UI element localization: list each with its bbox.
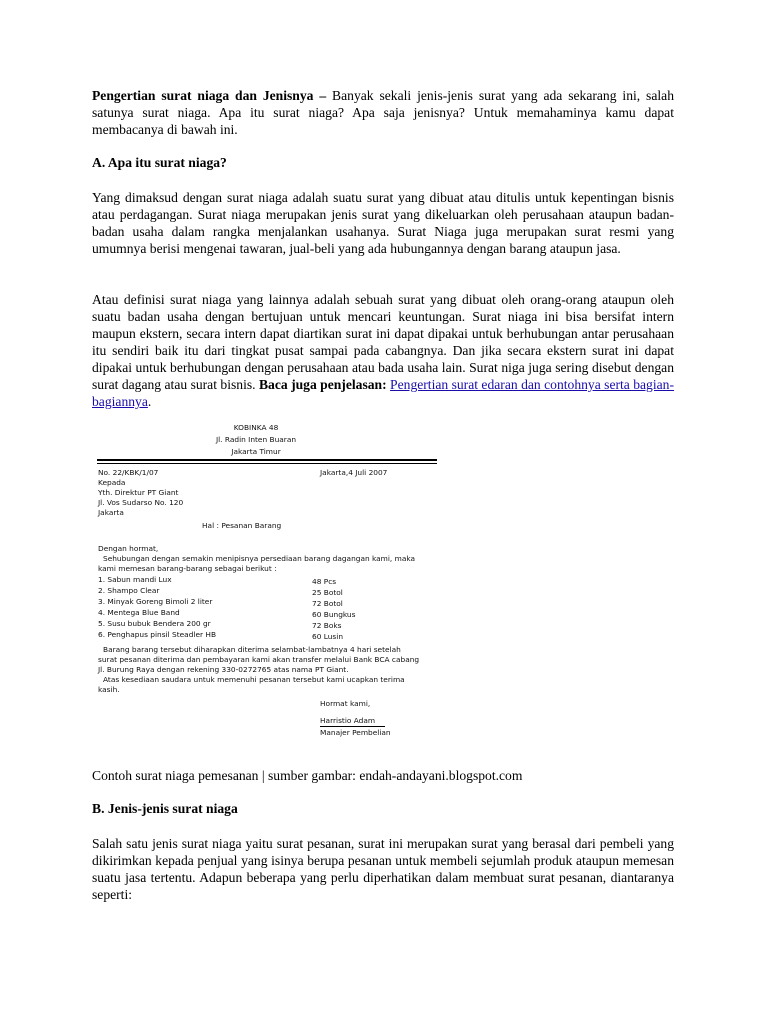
- example-letter-image: [95, 420, 440, 742]
- letter-position: Manajer Pembelian: [320, 728, 391, 737]
- section-a-heading: A. Apa itu surat niaga?: [92, 155, 227, 170]
- paragraph-end: .: [147, 394, 152, 409]
- letter-close-3: Jl. Burung Raya dengan rekening 330-0272765 atas nama PT Giant.: [98, 665, 349, 674]
- letter-item-qty: 72 Boks: [312, 621, 342, 630]
- letter-date: Jakarta,4 Juli 2007: [320, 468, 388, 477]
- letter-body-2: kami memesan barang-barang sebagai berikut :: [98, 564, 277, 573]
- letter-header-rule-thin: [97, 463, 437, 464]
- letter-item-qty: 60 Lusin: [312, 632, 344, 641]
- letter-close-4: Atas kesediaan saudara untuk memenuhi pesanan tersebut kami ucapkan terima: [103, 675, 405, 684]
- section-b-paragraph-1: Salah satu jenis surat niaga yaitu surat pesanan, surat ini merupakan surat yang berasal dari pembeli yang dikirimkan kepada penjual yang isinya berupa pesanan untuk membeli sejumlah produk ataupun memesan suatu jasa tertentu. Adapun beberapa yang perlu diperhatikan dalam membuat surat pesanan, diantaranya seperti:: [92, 836, 674, 902]
- letter-subject: Hal : Pesanan Barang: [202, 521, 282, 530]
- letter-to-3: Jl. Vos Sudarso No. 120: [98, 498, 184, 507]
- letter-close-5: kasih.: [98, 685, 120, 694]
- letter-item-qty: 60 Bungkus: [312, 610, 356, 619]
- letter-item-qty: 25 Botol: [312, 588, 343, 597]
- section-a-paragraph-2: [92, 291, 674, 410]
- letter-signer: Harristio Adam: [320, 716, 385, 727]
- letter-item-name: 1. Sabun mandi Lux: [98, 575, 172, 584]
- letter-item-qty: 72 Botol: [312, 599, 343, 608]
- letter-header-rule: [97, 459, 437, 461]
- section-a-paragraph-1: Yang dimaksud dengan surat niaga adalah suatu surat yang dibuat atau ditulis untuk kepentingan bisnis atau perdagangan. Surat niaga merupakan jenis surat yang dikeluarkan oleh perusahaan ataupun badan-badan usaha dalam rangka menjalankan usahanya. Surat Niaga juga merupakan surat resmi yang umumnya berisi mengenai tawaran, jual-beli yang ada hubungannya dengan barang ataupun jasa.: [92, 190, 674, 256]
- letter-item-name: 2. Shampo Clear: [98, 586, 160, 595]
- letter-number: No. 22/KBK/1/07: [98, 468, 159, 477]
- letter-org: KOBINKA 48: [233, 423, 279, 432]
- section-a-paragraph-2-text: Atau definisi surat niaga yang lainnya adalah sebuah surat yang dibuat oleh orang-orang ataupun oleh suatu badan usaha dengan bertujuan untuk mencari keuntungan. Surat niaga ini bisa bersifat intern maupun ekstern, secara intern dapat diartikan surat ini dapat dipakai untuk berhubungan antar perusahaan itu sendiri baik itu dari tingkat pusat sampai pada cabangnya. Dan jika secara ekstern surat ini dapat dipakai untuk berhubungan dengan perusahaan atau bada usaha lain. Surat niga juga sering disebut dengan surat dagang atau surat bisnis.: [92, 292, 674, 392]
- related-article-link[interactable]: Pengertian surat edaran dan contohnya serta bagian-bagiannya: [92, 377, 674, 409]
- letter-item-name: 3. Minyak Goreng Bimoli 2 liter: [98, 597, 213, 606]
- letter-item-qty: 48 Pcs: [312, 577, 337, 586]
- letter-close-2: surat pesanan diterima dan pembayaran kami akan transfer melalui Bank BCA cabang: [98, 655, 420, 664]
- intro-title: Pengertian surat niaga dan Jenisnya –: [92, 88, 327, 103]
- letter-to-4: Jakarta: [98, 508, 124, 517]
- letter-to-2: Yth. Direktur PT Giant: [98, 488, 179, 497]
- letter-item-name: 4. Mentega Blue Band: [98, 608, 180, 617]
- intro-paragraph: [92, 87, 674, 138]
- intro-text: Banyak sekali jenis-jenis surat yang ada sekarang ini, salah satunya surat niaga. Apa itu surat niaga? Apa saja jenisnya? Untuk memahaminya kamu dapat membacanya di bawah ini.: [92, 88, 674, 137]
- letter-body-1: Sehubungan dengan semakin menipisnya persediaan barang dagangan kami, maka: [103, 554, 416, 563]
- letter-to-1: Kepada: [98, 478, 126, 487]
- section-b-heading: B. Jenis-jenis surat niaga: [92, 801, 238, 816]
- letter-item-name: 6. Penghapus pinsil Steadler HB: [98, 630, 217, 639]
- letter-greeting: Dengan hormat,: [98, 544, 159, 553]
- image-caption: Contoh surat niaga pemesanan | sumber gambar: endah-andayani.blogspot.com: [92, 768, 523, 783]
- letter-address-1: Jl. Radin Inten Buaran: [215, 435, 297, 444]
- letter-item-name: 5. Susu bubuk Bendera 200 gr: [98, 619, 211, 628]
- letter-close-1: Barang barang tersebut diharapkan diterima selambat-lambatnya 4 hari setelah: [103, 645, 401, 654]
- letter-address-2: Jakarta Timur: [231, 447, 281, 456]
- letter-regards: Hormat kami,: [320, 699, 371, 708]
- read-also-label: Baca juga penjelasan:: [258, 377, 387, 392]
